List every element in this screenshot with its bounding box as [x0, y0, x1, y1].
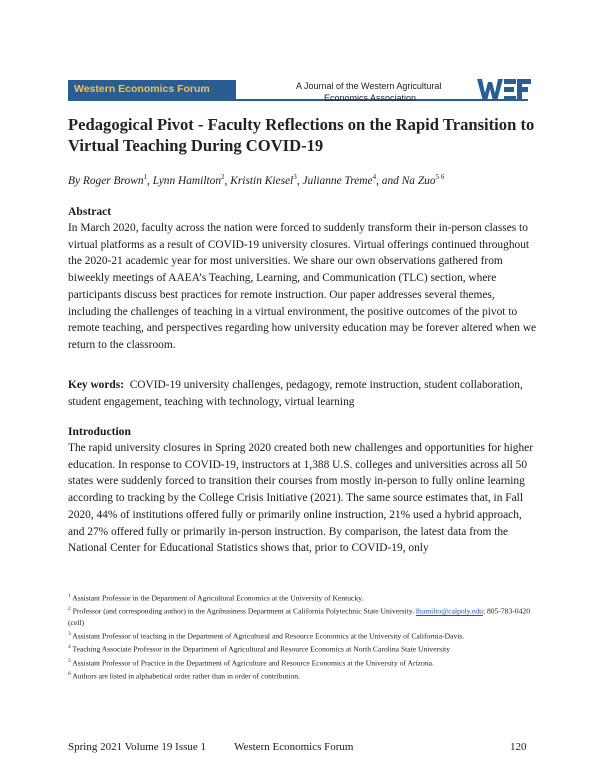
association-caption — [296, 80, 471, 104]
footnote-phone: ; 805-783-0420 (cell) — [68, 606, 530, 627]
footnote — [68, 642, 538, 655]
article-title: Pedagogical Pivot - Faculty Reflections on the Rapid Transition to Virtual Teaching During COVID-19 — [68, 115, 535, 155]
footnote-marker: 1 — [68, 593, 71, 599]
keywords-text: COVID-19 university challenges, pedagogy, remote instruction, student collaboration, student engagement, teaching with technology, virtual learning — [68, 379, 523, 408]
author-sup: 5 6 — [435, 173, 445, 181]
introduction-heading: Introduction — [68, 425, 131, 438]
keywords-label: Key words: — [68, 379, 124, 391]
footnote-text: Assistant Professor in the Department of Agricultural Economics at the University of Kentucky. — [72, 593, 364, 603]
footnotes — [68, 591, 538, 683]
introduction-text: The rapid university closures in Spring 2020 created both new challenges and opportunities for higher education. In response to COVID-19, instructors at 1,388 U.S. colleges and universities across all 50 states were suddenly forced to transition their courses from mostly in-person to fully online learning according to tracking by the College Crisis Initiative (2021). The same source estimates that, in Fall 2020, 44% of institutions offered fully or primarily online instruction, 21% used a hybrid approach, and 27% offered fully or primarily in-person instruction. By comparison, the latest data from the National Center for Educational Statistics shows that, prior to COVID-19, only — [68, 442, 533, 555]
author-sup: 3 — [293, 173, 297, 181]
footnote-marker: 5 — [68, 657, 71, 664]
footnote — [68, 656, 538, 669]
assoc-line-2: Economics Association — [324, 93, 417, 103]
author-name: Roger Brown — [82, 174, 144, 187]
footnote — [68, 604, 538, 628]
footnote-text: Professor (and corresponding author) in the Agribusiness Department at California Polytechnic State University. — [72, 606, 415, 616]
footnote-marker: 2 — [68, 606, 71, 613]
abstract-text: In March 2020, faculty across the nation were forced to suddenly transform their in-person classes to virtual platforms as a result of COVID-19 university closures. Virtual offerings continued throughout the 2020-21 academic year for most universities. We share our own observations gathered from biweekly meetings of AAEA’s Teaching, Learning, and Communication (TLC) section, where participants discuss best practices for remote instruction. Our paper addresses several themes, including the challenges of teaching in a virtual environment, the positive outcomes of the pivot to remote teaching, and perspectives regarding how university education may be forever altered when we return to the classroom. — [68, 222, 537, 351]
footnote-marker: 4 — [68, 644, 71, 651]
footnote-text: Assistant Professor of teaching in the Department of Agricultural and Resource Economics at the University of California-Davis. — [72, 631, 465, 641]
journal-banner — [68, 80, 236, 99]
assoc-line-1: A Journal of the Western Agricultural — [296, 81, 442, 91]
email-link[interactable]: lhamilto@calpoly.edu — [415, 606, 483, 616]
footnote — [68, 629, 538, 642]
wef-logo — [477, 77, 532, 103]
page-number: 120 — [510, 741, 527, 753]
footnote-marker: 6 — [68, 671, 71, 678]
footnote-text: Authors are listed in alphabetical order rather than in order of contribution. — [72, 671, 300, 681]
author-name: Kristin Kiesel — [230, 174, 294, 187]
footer-issue: Spring 2021 Volume 19 Issue 1 — [68, 741, 207, 753]
author-line: By Roger Brown$^1$, Lynn Hamilton$^2$, Kristin Kiesel$^3$, Julianne Treme$^4$, and Na Zuo$^{5 6}$ — [68, 173, 445, 187]
author-sup: 4 — [372, 173, 377, 181]
author-name: Na Zuo — [401, 174, 436, 187]
author-name: Julianne Treme — [302, 174, 373, 187]
footnote-text: Assistant Professor of Practice in the Department of Agriculture and Resource Economics at the University of Arizona. — [72, 658, 434, 668]
footnote-marker: 3 — [68, 630, 71, 637]
footnote-text: Teaching Associate Professor in the Department of Agricultural and Resource Economics at North Carolina State University — [72, 644, 451, 654]
author-sup: 1 — [143, 173, 148, 181]
keywords — [68, 377, 540, 410]
banner-label: Western Economics Forum — [74, 83, 210, 95]
author-name: Lynn Hamilton — [152, 174, 222, 187]
abstract-heading: Abstract — [68, 205, 112, 218]
footer-journal: Western Economics Forum — [234, 741, 354, 753]
footnote — [68, 591, 538, 604]
author-sup: 2 — [221, 173, 225, 181]
footnote — [68, 669, 538, 682]
